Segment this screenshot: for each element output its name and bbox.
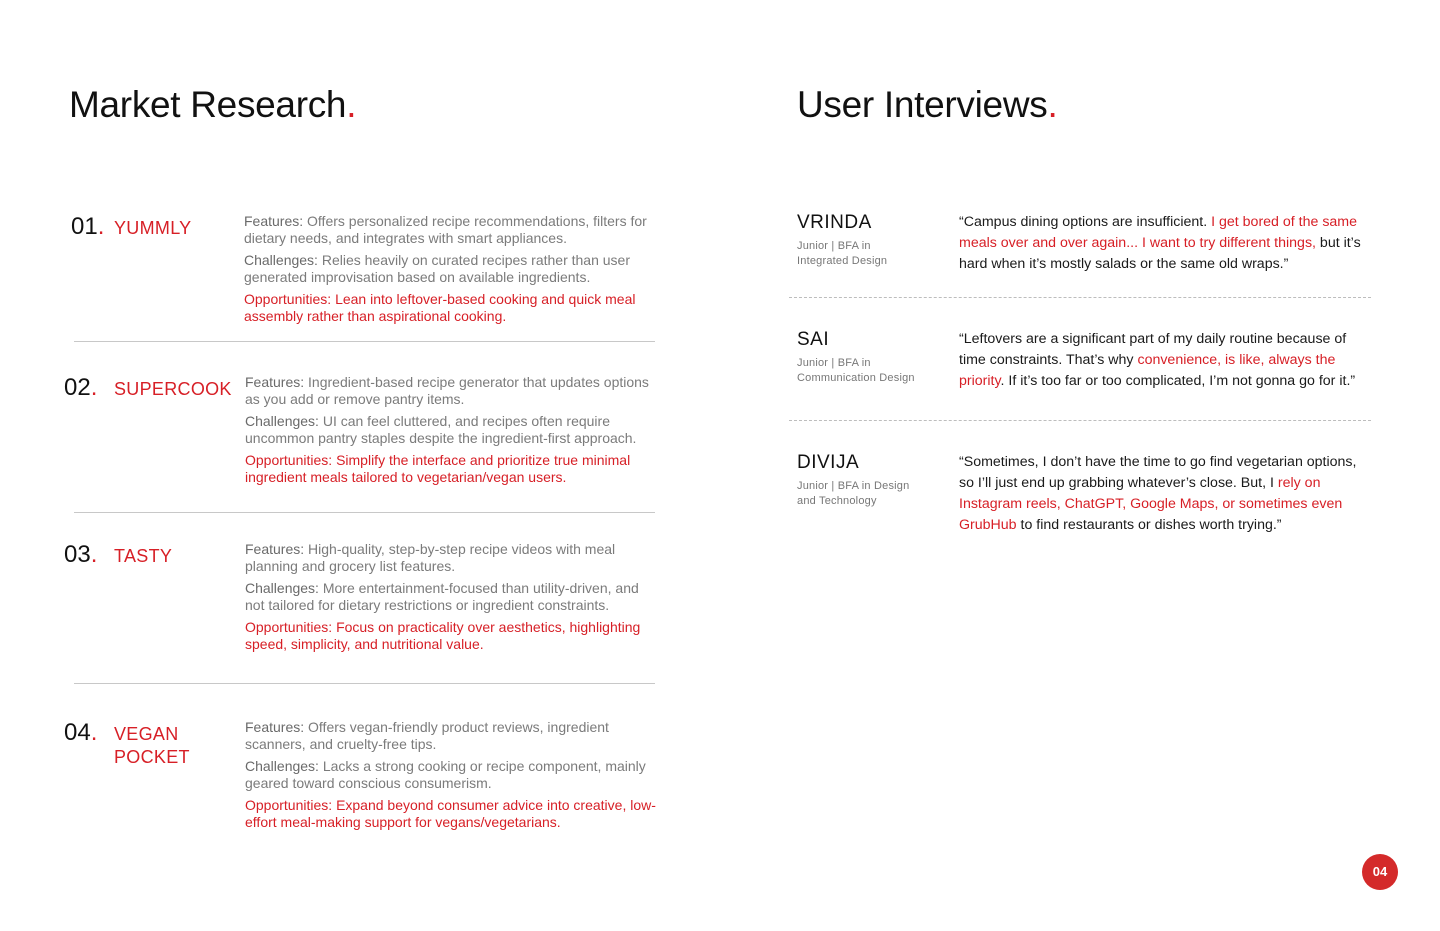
challenges-value: Relies heavily on curated recipes rather than user generated improvisation based on available ingredients. [244,252,630,285]
features-text [245,541,661,575]
quote-text: but it’s hard when it’s mostly salads or the same old wraps.” [959,235,1361,272]
entry-number [71,213,104,241]
challenges-value: Lacks a strong cooking or recipe component, mainly geared toward conscious consumerism. [245,758,646,791]
quote-text: . If it’s too far or too complicated, I’m not gonna go for it.” [1000,373,1356,389]
challenges-label: Challenges: [245,580,319,596]
quote-text: “Sometimes, I don’t have the time to go find vegetarian options, so I’ll just end up grabbing whatever’s close. But, I [959,454,1357,491]
quote-highlight: convenience, is like, always the priority [959,352,1336,389]
entry-number-dot: . [90,541,98,568]
opportunities-text [245,619,661,653]
market-research-title [69,84,356,126]
interview-quote [959,329,1373,392]
challenges-text [245,758,661,792]
user-interviews-title-text: User Interviews [797,84,1048,125]
quote-highlight: rely on Instagram reels, ChatGPT, Google Maps, or sometimes even GrubHub [959,475,1343,533]
opportunities-text [244,291,660,325]
competitor-name: SUPERCOOK [114,379,232,399]
features-label: Features: [244,213,304,229]
entry-body [245,719,661,836]
features-label: Features: [245,719,305,735]
entry-number-text: 04 [64,719,91,746]
opportunities-value: Focus on practicality over aesthetics, highlighting speed, simplicity, and nutritional value. [245,619,641,652]
opportunities-value: Simplify the interface and prioritize true minimal ingredient meals tailored to vegetarian/vegan users. [245,452,631,485]
divider [74,683,655,684]
challenges-value: More entertainment-focused than utility-driven, and not tailored for dietary restrictions or ingredient constraints. [245,580,639,613]
divider [74,341,655,342]
divider [74,512,655,513]
market-research-title-text: Market Research [69,84,347,125]
opportunities-value: Expand beyond consumer advice into creative, low-effort meal-making support for vegans/vegetarians. [245,797,656,830]
opportunities-value: Lean into leftover-based cooking and quick meal assembly rather than aspirational cooking. [244,291,636,324]
entry-number-text: 02 [64,374,91,401]
interviewee-role: Junior | BFA in Communication Design [797,357,915,384]
entry-body [244,213,660,330]
competitor-name: VEGAN POCKET [114,724,190,767]
challenges-label: Challenges: [245,758,319,774]
dashed-divider [789,420,1371,421]
features-text [244,213,660,247]
features-label: Features: [245,374,305,390]
quote-text: to find restaurants or dishes worth trying.” [1016,517,1282,533]
page-number-badge: 04 [1362,854,1398,890]
quote-highlight: I get bored of the same meals over and over again... I want to try different things, [959,214,1358,251]
entry-number-dot: . [97,213,105,240]
challenges-label: Challenges: [244,252,318,268]
title-dot: . [346,84,357,125]
entry-number-dot: . [90,374,98,401]
competitor-name: TASTY [114,546,173,566]
features-value: Ingredient-based recipe generator that updates options as you add or remove pantry items. [245,374,649,407]
opportunities-label: Opportunities: [245,619,333,635]
challenges-label: Challenges: [245,413,319,429]
interview-quote [959,212,1373,275]
title-dot: . [1047,84,1058,125]
features-value: Offers vegan-friendly product reviews, ingredient scanners, and cruelty-free tips. [245,719,609,752]
interviewee-name: SAI [797,329,830,350]
opportunities-text [245,797,661,831]
challenges-value: UI can feel cluttered, and recipes often require uncommon pantry staples despite the ingredient-first approach. [245,413,637,446]
opportunities-label: Opportunities: [245,797,333,813]
quote-text: “Campus dining options are insufficient. [959,214,1212,230]
features-text [245,374,661,408]
interviewee-role: Junior | BFA in Integrated Design [797,240,888,267]
entry-number [64,541,97,569]
interview-quote [959,452,1373,536]
opportunities-label: Opportunities: [244,291,332,307]
features-text [245,719,661,753]
entry-number [64,719,97,747]
features-value: Offers personalized recipe recommendations, filters for dietary needs, and integrates with smart appliances. [244,213,647,246]
entry-number-dot: . [90,719,98,746]
user-interviews-title [797,84,1057,126]
interviewee-name: DIVIJA [797,452,860,473]
dashed-divider [789,297,1371,298]
entry-body [245,541,661,658]
opportunities-label: Opportunities: [245,452,333,468]
entry-number-text: 01 [71,213,98,240]
features-label: Features: [245,541,305,557]
challenges-text [244,252,660,286]
entry-number-text: 03 [64,541,91,568]
interviewee-name: VRINDA [797,212,872,233]
entry-body [245,374,661,491]
competitor-name: YUMMLY [114,218,192,238]
features-value: High-quality, step-by-step recipe videos with meal planning and grocery list features. [245,541,616,574]
quote-text: “Leftovers are a significant part of my daily routine because of time constraints. That’s why [959,331,1347,368]
challenges-text [245,413,661,447]
opportunities-text [245,452,661,486]
challenges-text [245,580,661,614]
entry-number [64,374,97,402]
interviewee-role: Junior | BFA in Design and Technology [797,480,910,507]
